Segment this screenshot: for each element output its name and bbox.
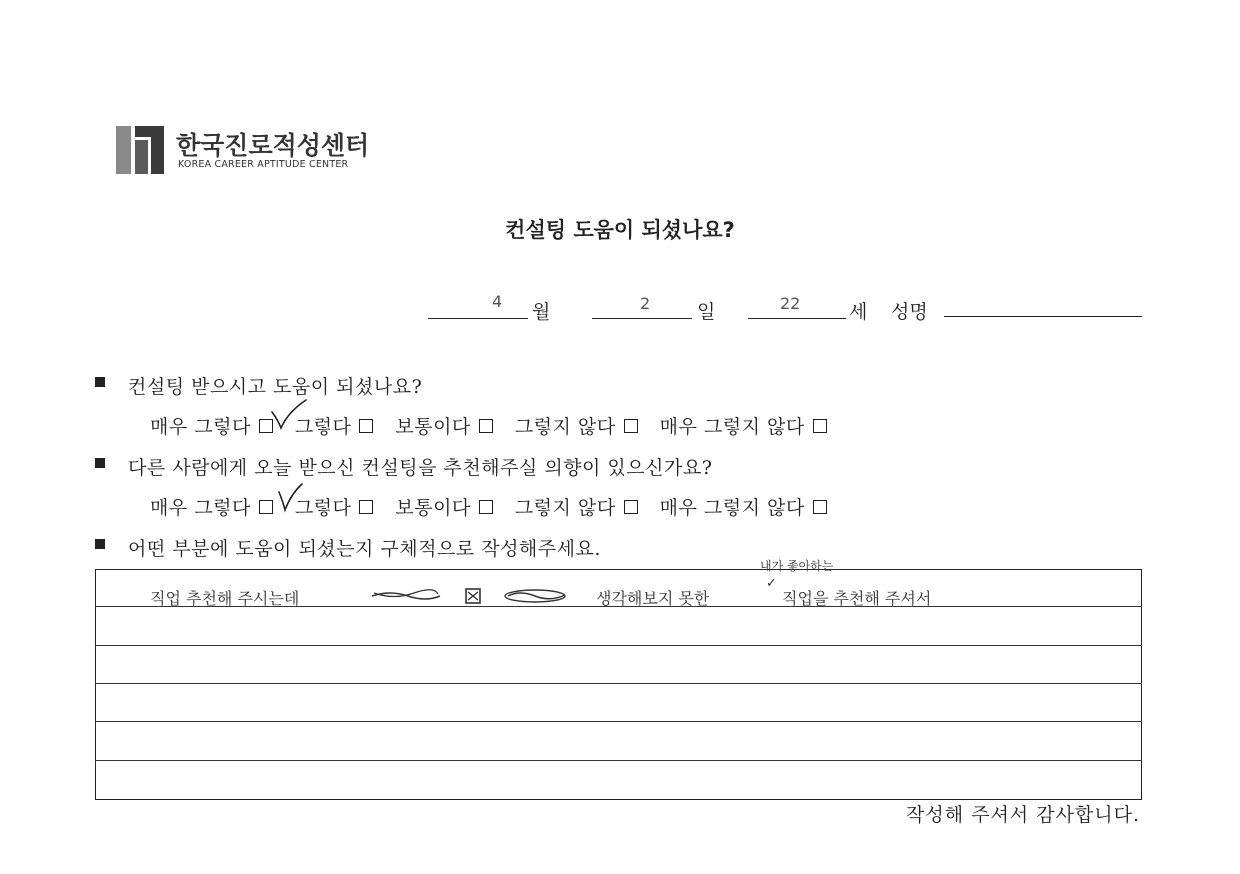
question-1-text: 컨설팅 받으시고 도움이 되셨나요? bbox=[128, 376, 423, 398]
question-3-text: 어떤 부분에 도움이 되셨는지 구체적으로 작성해주세요. bbox=[128, 538, 601, 560]
answer-line bbox=[95, 683, 1142, 684]
answer-text-part3: 직업을 추천해 주셔서 bbox=[782, 589, 932, 608]
scribbled-out-text-icon bbox=[370, 584, 580, 608]
q2-option-neutral[interactable] bbox=[395, 493, 492, 520]
option-label: 보통이다 bbox=[395, 416, 471, 438]
name-label: 성명 bbox=[891, 301, 928, 323]
answer-insertion: 내가 좋아하는 bbox=[760, 559, 834, 573]
q2-option-disagree[interactable] bbox=[515, 493, 638, 520]
question-2-bullet bbox=[95, 458, 105, 468]
month-label: 월 bbox=[532, 301, 551, 323]
answer-line bbox=[95, 721, 1142, 722]
q1-option-agree[interactable] bbox=[295, 412, 374, 439]
checkbox[interactable] bbox=[813, 500, 827, 514]
logo-korean-name: 한국진로적성센터 bbox=[176, 131, 370, 160]
question-1-options bbox=[150, 412, 827, 439]
q1-option-neutral[interactable] bbox=[395, 412, 492, 439]
q2-option-agree[interactable] bbox=[295, 493, 374, 520]
option-label: 매우 그렇다 bbox=[150, 497, 251, 519]
month-value: 4 bbox=[492, 292, 503, 311]
option-label: 그렇다 bbox=[294, 497, 352, 519]
answer-line bbox=[95, 645, 1142, 646]
day-field[interactable] bbox=[592, 318, 692, 319]
day-value: 2 bbox=[640, 294, 651, 313]
question-3-bullet bbox=[95, 539, 105, 549]
thank-you-note: 작성해 주셔서 감사합니다. bbox=[905, 804, 1140, 826]
option-label: 매우 그렇지 않다 bbox=[659, 497, 805, 519]
day-label: 일 bbox=[697, 301, 716, 323]
checkbox[interactable] bbox=[479, 419, 493, 433]
checkbox[interactable] bbox=[259, 500, 273, 514]
checkbox[interactable] bbox=[359, 500, 373, 514]
form-title: 컨설팅 도움이 되셨나요? bbox=[505, 218, 735, 242]
age-label: 세 bbox=[849, 301, 868, 323]
option-label: 매우 그렇지 않다 bbox=[659, 416, 805, 438]
question-2-options bbox=[150, 493, 827, 520]
checkbox[interactable] bbox=[259, 419, 273, 433]
q2-option-very-agree[interactable] bbox=[150, 493, 273, 520]
checkbox[interactable] bbox=[624, 419, 638, 433]
q1-option-very-agree[interactable] bbox=[150, 412, 273, 439]
q2-option-very-disagree[interactable] bbox=[660, 493, 827, 520]
age-value: 22 bbox=[780, 294, 801, 313]
insertion-caret-icon: ✓ bbox=[766, 576, 777, 591]
checkbox[interactable] bbox=[359, 419, 373, 433]
q1-option-disagree[interactable] bbox=[515, 412, 638, 439]
option-label: 그렇지 않다 bbox=[514, 416, 616, 438]
question-1-bullet bbox=[95, 377, 105, 387]
checkbox[interactable] bbox=[479, 500, 493, 514]
logo-english-name: KOREA CAREER APTITUDE CENTER bbox=[178, 159, 349, 170]
month-field[interactable] bbox=[428, 318, 528, 319]
option-label: 그렇다 bbox=[294, 416, 352, 438]
age-field[interactable] bbox=[748, 318, 846, 319]
logo-mark bbox=[116, 126, 164, 174]
checkbox[interactable] bbox=[813, 419, 827, 433]
q1-option-very-disagree[interactable] bbox=[660, 412, 827, 439]
option-label: 보통이다 bbox=[395, 497, 471, 519]
answer-text-part2: 생각해보지 못한 bbox=[596, 589, 710, 608]
name-field[interactable] bbox=[944, 316, 1142, 317]
option-label: 매우 그렇다 bbox=[150, 416, 251, 438]
answer-text-part1: 직업 추천해 주시는데 bbox=[150, 589, 300, 608]
answer-line bbox=[95, 760, 1142, 761]
question-2-text: 다른 사람에게 오늘 받으신 컨설팅을 추천해주실 의향이 있으신가요? bbox=[128, 457, 713, 479]
option-label: 그렇지 않다 bbox=[514, 497, 616, 519]
checkbox[interactable] bbox=[624, 500, 638, 514]
